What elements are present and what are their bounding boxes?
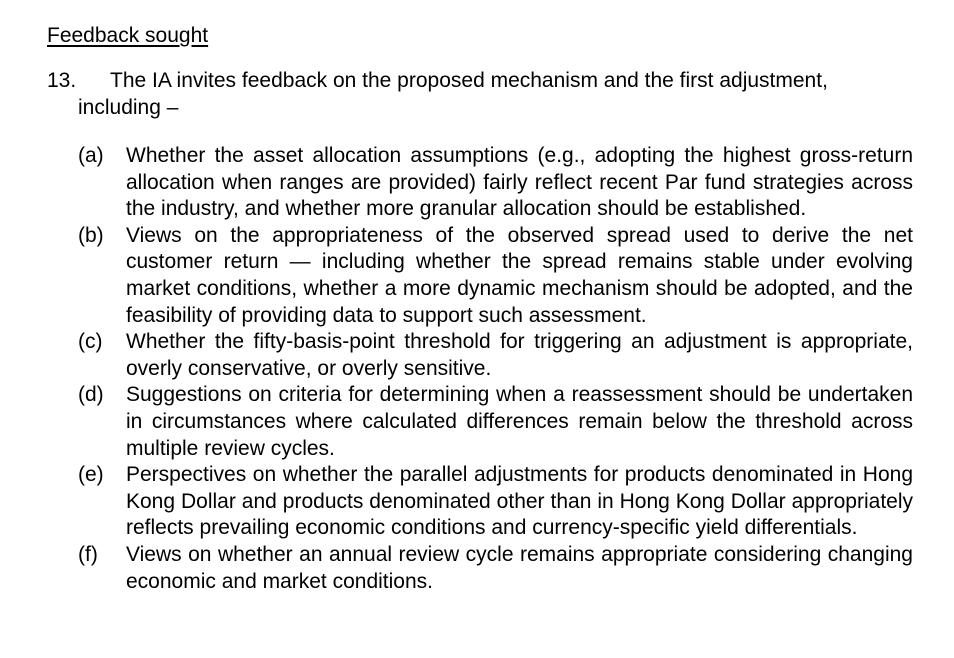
paragraph-text-line1: The IA invites feedback on the proposed mechanism and the first adjustment, [110,69,828,92]
item-label: (a) [78,144,104,167]
list-item-f [78,542,913,595]
item-text: Whether the asset allocation assumptions (e.g., adopting the highest gross-return allocation when ranges are provided) fairly reflect recent Par fund strategies across the industry, and whether more granular allocation should be established. [126,144,913,221]
section-heading: Feedback sought [47,24,209,47]
paragraph-number: 13. [47,69,77,92]
item-label: (c) [78,330,103,354]
list-item-a [78,143,913,223]
paragraph-13 [47,68,913,121]
item-text: Suggestions on criteria for determining when a reassessment should be undertaken in circumstances where calculated differences remain below the threshold across multiple review cycles. [126,383,913,460]
feedback-items-list [78,143,913,595]
item-text: Perspectives on whether the parallel adjustments for products denominated in Hong Kong Dollar and products denominated other than in Hong Kong Dollar appropriately reflects prevailing economic conditions and currency-specific yield differentials. [126,463,913,540]
item-label: (d) [78,383,104,407]
item-text: Views on whether an annual review cycle remains appropriate considering changing economic and market conditions. [126,542,913,593]
list-item-b [78,223,913,329]
item-text: Views on the appropriateness of the observed spread used to derive the net customer return — including whether the spread remains stable under evolving market conditions, whether a more dynamic mechanism should be adopted, and the feasibility of providing data to support such assessment. [126,223,913,327]
item-label: (f) [78,542,98,566]
item-text: Whether the fifty-basis-point threshold for triggering an adjustment is appropriate, overly conservative, or overly sensitive. [126,330,913,380]
list-item-e [78,462,913,542]
list-item-c [78,329,913,382]
item-label: (b) [78,223,104,247]
item-label: (e) [78,463,104,487]
paragraph-text-line2: including – [78,95,179,119]
list-item-d [78,382,913,462]
paragraph-first-line [47,68,913,95]
